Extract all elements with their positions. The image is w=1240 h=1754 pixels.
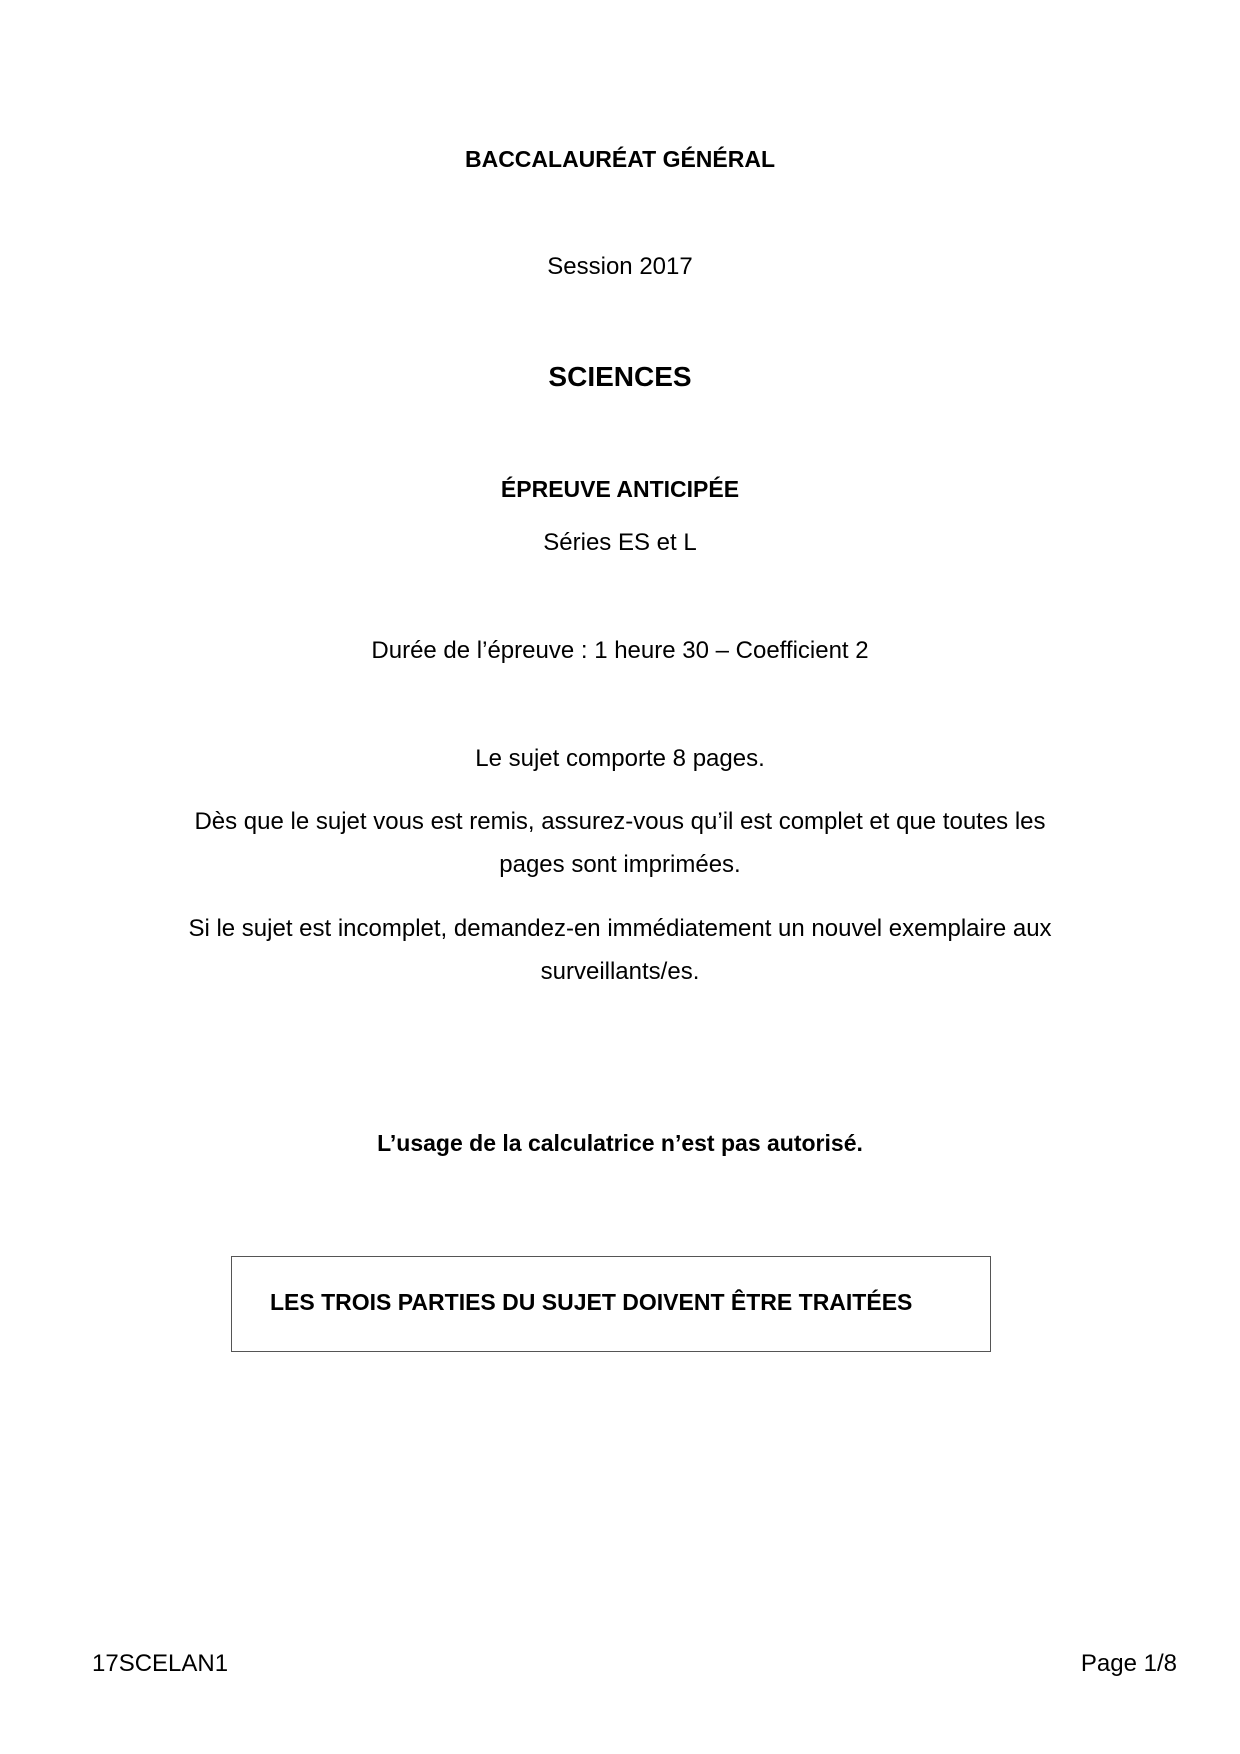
check-instruction-line-2: pages sont imprimées. bbox=[499, 851, 741, 878]
footer-page-number: Page 1/8 bbox=[1080, 1650, 1177, 1677]
notice-box bbox=[231, 1256, 991, 1352]
calculator-notice: L’usage de la calculatrice n’est pas autorisé. bbox=[377, 1130, 863, 1156]
page-count-line: Le sujet comporte 8 pages. bbox=[475, 745, 765, 772]
session-year: Session 2017 bbox=[547, 253, 693, 280]
subject-title: SCIENCES bbox=[548, 361, 692, 392]
exam-title: BACCALAURÉAT GÉNÉRAL bbox=[464, 146, 776, 172]
footer-code: 17SCELAN1 bbox=[92, 1650, 229, 1677]
incomplete-instruction-line-2: surveillants/es. bbox=[540, 958, 700, 985]
test-type: ÉPREUVE ANTICIPÉE bbox=[500, 476, 740, 502]
check-instruction-line-1: Dès que le sujet vous est remis, assurez-vous qu’il est complet et que toutes les bbox=[194, 808, 1046, 835]
incomplete-instruction-line-1: Si le sujet est incomplet, demandez-en immédiatement un nouvel exemplaire aux bbox=[188, 915, 1052, 942]
notice-box-text: LES TROIS PARTIES DU SUJET DOIVENT ÊTRE TRAITÉES bbox=[270, 1289, 913, 1315]
series-label: Séries ES et L bbox=[543, 529, 697, 556]
duration-line: Durée de l’épreuve : 1 heure 30 – Coefficient 2 bbox=[371, 637, 869, 664]
